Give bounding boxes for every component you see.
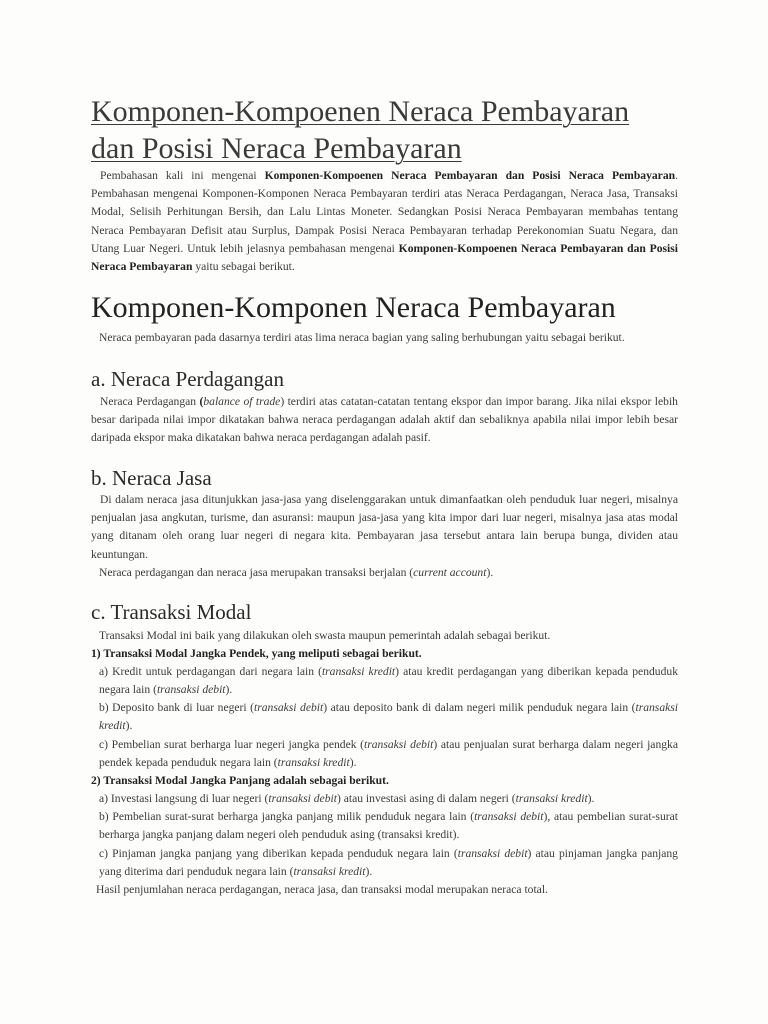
section-lead: Neraca pembayaran pada dasarnya terdiri atas lima neraca bagian yang saling berhubungan yaitu sebagai berikut.: [99, 331, 625, 344]
b-note-text-1: Neraca perdagangan dan neraca jasa merupakan transaksi berjalan (: [99, 566, 414, 579]
s1b-text-3: ).: [125, 719, 133, 733]
heading-neraca-perdagangan: a. Neraca Perdagangan: [91, 367, 284, 391]
s2c-text-1: c) Pinjaman jangka panjang yang diberikan kepada penduduk negara lain (: [99, 847, 458, 860]
s1b-text-2: ) atau deposito bank di dalam negeri milik penduduk negara lain (: [323, 701, 636, 714]
neraca-jasa-paragraph: Di dalam neraca jasa ditunjukkan jasa-jasa yang diselenggarakan untuk dimanfaatkan oleh penduduk luar negeri, misalnya penjualan jasa angkutan, turisme, dan asuransi: maupun jasa-jasa yang kita impor dari luar negeri, misalnya jasa atas modal yang ditanam oleh orang luar negeri di negara kita. Pembayaran jasa tersebut antara lain berupa bunga, dividen atau keuntungan.: [91, 493, 678, 561]
s2a-italic-2: transaksi kredit: [515, 792, 588, 805]
s1c-italic-2: transaksi kredit: [277, 756, 350, 770]
a-bold-paren: (: [199, 395, 204, 408]
closing-sentence: Hasil penjumlahan neraca perdagangan, neraca jasa, dan transaksi modal merupakan neraca total.: [96, 883, 548, 896]
s2a-text-1: a) Investasi langsung di luar negeri (: [99, 792, 269, 805]
a-italic-term: balance of trade: [203, 395, 281, 408]
intro-bold-1: Komponen-Kompoenen Neraca Pembayaran dan Posisi Neraca Pembayaran: [264, 169, 676, 182]
b-note-text-2: ).: [486, 566, 494, 579]
s1b-italic-1: transaksi debit: [254, 701, 324, 714]
short-term-item-b: [91, 699, 678, 735]
s1c-text-3: ).: [349, 756, 357, 770]
long-term-item-b: [91, 808, 678, 844]
intro-text-1: Pembahasan kali ini mengenai: [100, 169, 265, 182]
transaksi-modal-lead: Transaksi Modal ini baik yang dilakukan oleh swasta maupun pemerintah adalah sebagai berikut.: [99, 629, 551, 642]
article-title-line-2: dan Posisi Neraca Pembayaran: [91, 132, 462, 165]
intro-text-2: . Pembahasan mengenai Komponen-Komponen Neraca Pembayaran terdiri atas Neraca Perdagangan, Neraca Jasa, Transaksi Modal, Selisih Perhitungan Bersih, dan Lalu Lintas Moneter. Sedangkan Posisi Neraca Pembayaran membahas tentang Neraca Pembayaran Defisit atau Surplus, Dampak Posisi Neraca Pembayaran terhadap Perekonomian Suatu Negara, dan Utang Luar Negeri. Untuk lebih jelasnya pembahasan mengenai: [91, 169, 678, 255]
heading-neraca-jasa: b. Neraca Jasa: [91, 466, 212, 490]
neraca-jasa-note: [91, 564, 678, 582]
article-title: [91, 93, 691, 167]
section-heading: Komponen-Komponen Neraca Pembayaran: [91, 291, 616, 324]
s1a-italic-2: transaksi debit: [156, 683, 226, 697]
s2b-text-2: ), atau pembelian surat-surat berharga jangka panjang dalam negeri oleh penduduk asing (transaksi kredit).: [99, 810, 678, 842]
a-text-2: ) terdiri atas catatan-catatan tentang ekspor dan impor barang. Jika nilai ekspor lebih besar daripada nilai impor dikatakan bahwa neraca perdagangan adalah aktif dan sebaliknya apabila nilai impor lebih besar daripada ekspor maka dikatakan bahwa neraca perdagangan adalah pasif.: [91, 395, 678, 445]
long-term-heading: 2) Transaksi Modal Jangka Panjang adalah sebagai berikut.: [91, 774, 389, 787]
short-term-item-a: [91, 663, 678, 699]
s1c-italic-1: transaksi debit: [364, 738, 434, 751]
s1a-text-2: ) atau kredit perdagangan yang diberikan kepada penduduk negara lain (: [99, 665, 678, 697]
s2c-text-3: ).: [365, 865, 373, 879]
intro-text-3: yaitu sebagai berikut.: [192, 260, 295, 274]
short-term-heading: 1) Transaksi Modal Jangka Pendek, yang meliputi sebagai berikut.: [91, 647, 422, 660]
s1c-text-1: c) Pembelian surat berharga luar negeri jangka pendek (: [99, 738, 365, 751]
s2c-italic-2: transaksi kredit: [293, 865, 366, 879]
intro-paragraph: [91, 167, 678, 276]
s2a-italic-1: transaksi debit: [268, 792, 337, 805]
long-term-item-c: [91, 845, 678, 881]
s2a-text-2: ) atau investasi asing di dalam negeri (: [336, 792, 516, 805]
s1a-text-1: a) Kredit untuk perdagangan dari negara lain (: [99, 665, 322, 678]
b-note-italic: current account: [413, 566, 487, 579]
s1b-italic-2: transaksi kredit: [99, 701, 678, 733]
a-text-1: Neraca Perdagangan: [100, 395, 200, 408]
s1b-text-1: b) Deposito bank di luar negeri (: [99, 701, 254, 714]
article-title-line-1: Komponen-Kompoenen Neraca Pembayaran: [91, 95, 630, 128]
neraca-perdagangan-paragraph: [91, 393, 678, 448]
intro-bold-2: Komponen-Kompoenen Neraca Pembayaran dan Posisi Neraca Pembayaran: [91, 241, 678, 274]
s1c-text-2: ) atau penjualan surat berharga dalam negeri jangka pendek kepada penduduk negara lain (: [99, 738, 678, 770]
heading-transaksi-modal: c. Transaksi Modal: [91, 600, 252, 624]
s2c-italic-1: transaksi debit: [457, 847, 528, 860]
long-term-item-a: [91, 790, 678, 808]
s2b-italic-1: transaksi debit: [474, 810, 544, 823]
s2b-text-1: b) Pembelian surat-surat berharga jangka panjang milik penduduk negara lain (: [99, 810, 475, 823]
s2a-text-3: ).: [587, 792, 595, 805]
s2c-text-2: ) atau pinjaman jangka panjang yang diterima dari penduduk negara lain (: [99, 847, 678, 879]
short-term-item-c: [91, 736, 678, 772]
s1a-text-3: ).: [225, 683, 233, 697]
s1a-italic-1: transaksi kredit: [321, 665, 396, 678]
